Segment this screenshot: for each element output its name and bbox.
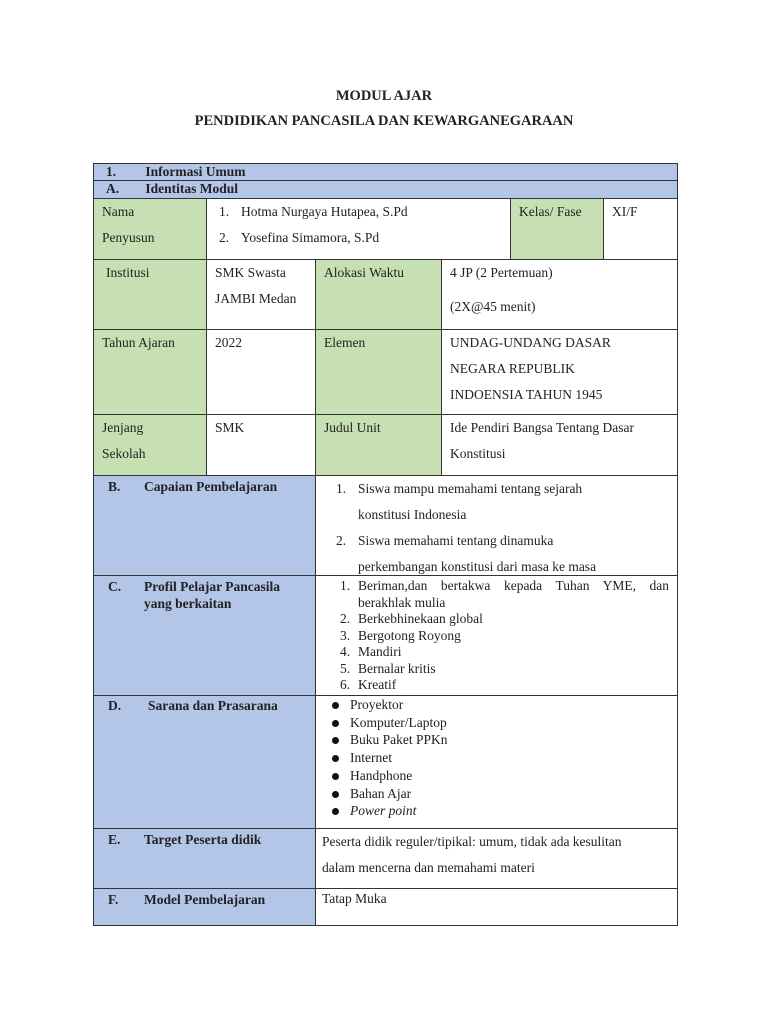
institusi-line-2: JAMBI Medan [215, 291, 297, 306]
elemen-line-3: INDOENSIA TAHUN 1945 [450, 387, 603, 402]
bullet-icon [332, 720, 339, 727]
document-title: MODUL AJAR [335, 88, 433, 104]
elemen-line-2: NEGARA REPUBLIK [450, 361, 575, 376]
institusi-line-1: SMK Swasta [215, 265, 286, 280]
section-c-title-line-2: yang berkaitan [144, 596, 232, 611]
profil-text: Bernalar kritis [358, 660, 436, 676]
bullet-icon [332, 702, 339, 709]
section-b-content [315, 475, 678, 576]
tahun-value: 2022 [206, 329, 316, 415]
section-e-title: Target Peserta didik [144, 832, 262, 847]
capaian-line: Siswa memahami tentang dinamuka [358, 533, 554, 548]
author-name: Yosefina Simamora, S.Pd [241, 230, 380, 245]
section-b-number: B. [108, 479, 121, 494]
section-a-header [93, 180, 678, 199]
capaian-line: perkembangan konstitusi dari masa ke masa [358, 559, 597, 574]
alokasi-value [441, 259, 678, 330]
judul-value [441, 414, 678, 476]
bullet-icon [332, 755, 339, 762]
capaian-number: 2. [336, 533, 347, 548]
sarana-item [316, 749, 677, 767]
section-c-number: C. [108, 579, 122, 594]
section-a-label: Identitas Modul [145, 181, 239, 196]
profil-item [316, 661, 669, 678]
judul-line-1: Ide Pendiri Bangsa Tentang Dasar [450, 420, 635, 435]
nama-label-line-2: Penyusun [102, 230, 155, 245]
sarana-text: Internet [350, 750, 392, 766]
jenjang-value: SMK [206, 414, 316, 476]
institusi-label-text: Institusi [106, 265, 150, 280]
section-f-content: Tatap Muka [315, 888, 678, 926]
section-b-label [93, 475, 316, 576]
elemen-value [441, 329, 678, 415]
capaian-item [316, 528, 677, 576]
alokasi-line-1: 4 JP (2 Pertemuan) [450, 265, 553, 280]
kelas-label: Kelas/ Fase [510, 198, 604, 260]
sarana-text: Proyektor [350, 697, 404, 712]
sarana-text: Power point [350, 803, 417, 819]
profil-text: Kreatif [358, 677, 397, 692]
section-1-header [93, 163, 678, 181]
elemen-line-1: UNDAG-UNDANG DASAR [450, 335, 611, 350]
author-item: 2. Yosefina Simamora, S.Pd [219, 230, 380, 245]
sarana-text: Handphone [350, 767, 413, 783]
institusi-value [206, 259, 316, 330]
section-c-label [93, 575, 316, 696]
section-f-number: F. [108, 892, 119, 907]
profil-item [316, 644, 669, 661]
section-e-label [93, 828, 316, 889]
section-1-label: Informasi Umum [145, 164, 246, 179]
section-c-title-line-1: Profil Pelajar Pancasila [144, 579, 280, 594]
section-b-title: Capaian Pembelajaran [144, 479, 278, 494]
bullet-icon [332, 737, 339, 744]
jenjang-line-2: Sekolah [102, 446, 146, 461]
author-item: 1. Hotma Nurgaya Hutapea, S.Pd [219, 204, 408, 219]
target-line-1: Peserta didik reguler/tipikal: umum, tidak ada kesulitan [322, 834, 622, 849]
sarana-item [316, 785, 677, 803]
sarana-item [316, 714, 677, 732]
target-line-2: dalam mencerna dan memahami materi [322, 860, 535, 875]
section-f-title: Model Pembelajaran [144, 892, 266, 907]
sarana-item [316, 802, 677, 820]
section-a-number: A. [106, 181, 120, 196]
profil-number: 2. [340, 611, 351, 626]
profil-item [316, 677, 669, 694]
sarana-text: Buku Paket PPKn [350, 732, 448, 748]
profil-text: Beriman,dan bertakwa kepada Tuhan YME, dan berakhlak mulia [358, 578, 669, 610]
bullet-icon [332, 808, 339, 815]
kelas-value: XI/F [603, 198, 678, 260]
profil-text: Mandiri [358, 644, 402, 659]
section-c-content [315, 575, 678, 696]
capaian-number: 1. [336, 481, 347, 496]
sarana-text: Bahan Ajar [350, 785, 412, 801]
section-f-label [93, 888, 316, 926]
section-1-number: 1. [106, 164, 117, 179]
profil-text: Bergotong Royong [358, 627, 461, 643]
section-d-number: D. [108, 698, 122, 713]
section-d-content [315, 695, 678, 829]
nama-label-line-1: Nama [102, 204, 135, 219]
sarana-item [316, 767, 677, 785]
profil-number: 6. [340, 677, 351, 692]
section-e-number: E. [108, 832, 121, 847]
judul-label: Judul Unit [315, 414, 442, 476]
institusi-label [93, 259, 207, 330]
section-d-label [93, 695, 316, 829]
profil-number: 3. [340, 627, 351, 643]
sarana-text: Komputer/Laptop [350, 714, 447, 730]
bullet-icon [332, 773, 339, 780]
judul-line-2: Konstitusi [450, 446, 506, 461]
jenjang-line-1: Jenjang [102, 420, 144, 435]
capaian-line: konstitusi Indonesia [358, 507, 467, 522]
profil-text: Berkebhinekaan global [358, 611, 483, 626]
profil-item [316, 611, 669, 628]
alokasi-label: Alokasi Waktu [315, 259, 442, 330]
authors-cell [206, 198, 511, 260]
tahun-label: Tahun Ajaran [93, 329, 207, 415]
section-c-title [144, 578, 280, 612]
jenjang-label [93, 414, 207, 476]
elemen-label: Elemen [315, 329, 442, 415]
profil-number: 4. [340, 644, 351, 659]
document-subtitle: PENDIDIKAN PANCASILA DAN KEWARGANEGARAAN [194, 113, 574, 129]
author-name: Hotma Nurgaya Hutapea, S.Pd [241, 204, 408, 219]
sarana-item [316, 696, 677, 714]
profil-item [316, 578, 669, 611]
nama-penyusun-label [93, 198, 207, 260]
capaian-item [316, 476, 677, 528]
capaian-line: Siswa mampu memahami tentang sejarah [358, 481, 583, 496]
profil-item [316, 628, 669, 645]
section-e-content [315, 828, 678, 889]
profil-number: 5. [340, 660, 351, 676]
alokasi-line-2: (2X@45 menit) [450, 299, 536, 314]
profil-number: 1. [340, 578, 351, 593]
sarana-item [316, 731, 677, 749]
section-d-title: Sarana dan Prasarana [148, 698, 278, 713]
bullet-icon [332, 791, 339, 798]
